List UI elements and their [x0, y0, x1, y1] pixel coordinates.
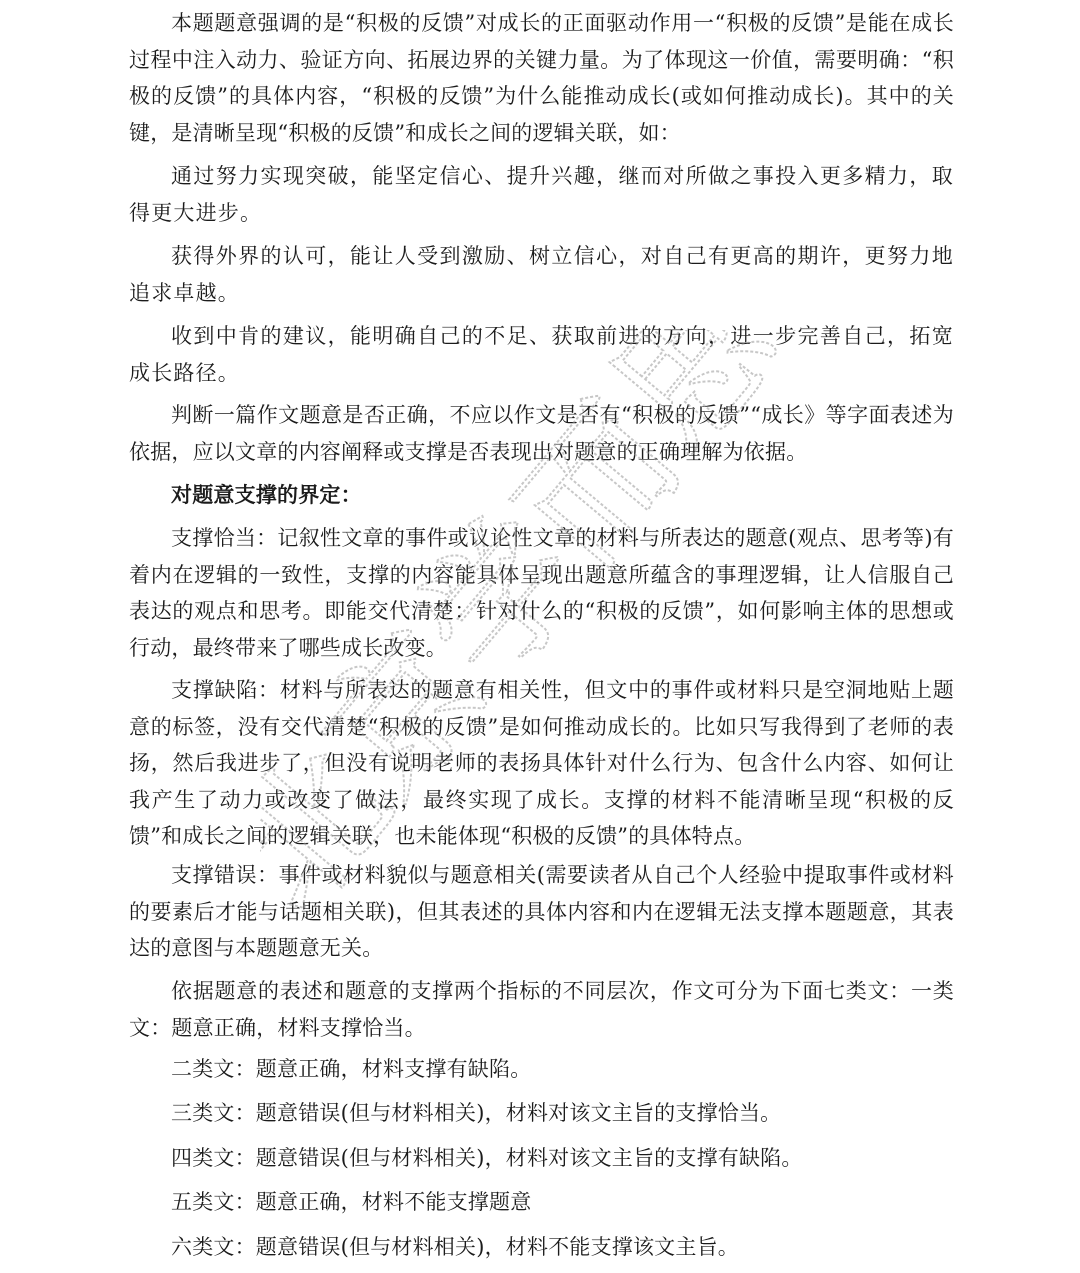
watermark-text: 北京学而思教育 — [260, 330, 900, 944]
paragraph-support-defect: 支撑缺陷：材料与所表达的题意有相关性，但文中的事件或材料只是空洞地贴上题意的标签，没有交代清楚“积极的反馈”是如何推动成长的。比如只写我得到了老师的表扬，然后我进步了，但没有说明老师的表扬具体针对什么行为、包含什么内容、如何让我产生了动力或改变了做法，最终实现了成长。支撑的材料不能清晰呈现“积极的反馈”和成长之间的逻辑关联，也未能体现“积极的反馈”的具体特点。 — [129, 678, 954, 848]
paragraph-support-wrong: 支撑错误：事件或材料貌似与题意相关(需要读者从自己个人经验中提取事件或材料的要素后才能与话题相关联)，但其表述的具体内容和内在逻辑无法支撑本题题意，其表达的意图与本题题意无关。 — [129, 863, 954, 960]
category-6: 六类文：题意错误(但与材料相关)，材料不能支撑该文主旨。 — [171, 1235, 739, 1259]
category-5: 五类文：题意正确，材料不能支撑题意 — [171, 1190, 532, 1214]
paragraph-support-proper: 支撑恰当：记叙性文章的事件或议论性文章的材料与所表达的题意(观点、思考等)有着内在逻辑的一致性，支撑的内容能具体呈现出题意所蕴含的事理逻辑，让人信服自己表达的观点和思考。即能交代清楚：针对什么的“积极的反馈”，如何影响主体的思想或行动，最终带来了哪些成长改变。 — [129, 526, 954, 660]
category-3: 三类文：题意错误(但与材料相关)，材料对该文主旨的支撑恰当。 — [171, 1101, 782, 1125]
paragraph-example-3: 收到中肯的建议，能明确自己的不足、获取前进的方向，进一步完善自己，拓宽成长路径。 — [129, 324, 954, 385]
paragraph-categories: 依据题意的表述和题意的支撑两个指标的不同层次，作文可分为下面七类文：一类文：题意正确，材料支撑恰当。 — [129, 979, 954, 1040]
paragraph-intro: 本题题意强调的是“积极的反馈”对成长的正面驱动作用一“积极的反馈”是能在成长过程中注入动力、验证方向、拓展边界的关键力量。为了体现这一价值，需要明确：“积极的反馈”的具体内容，“积极的反馈”为什么能推动成长(或如何推动成长)。其中的关键，是清晰呈现“积极的反馈”和成长之间的逻辑关联，如： — [129, 11, 954, 145]
paragraph-example-2: 获得外界的认可，能让人受到激励、树立信心，对自己有更高的期许，更努力地追求卓越。 — [129, 244, 954, 305]
category-4: 四类文：题意错误(但与材料相关)，材料对该文主旨的支撑有缺陷。 — [171, 1146, 803, 1170]
paragraph-example-1: 通过努力实现突破，能坚定信心、提升兴趣，继而对所做之事投入更多精力，取得更大进步。 — [129, 164, 954, 225]
paragraph-judgement: 判断一篇作文题意是否正确，不应以作文是否有“积极的反馈”“成长》等字面表述为依据，应以文章的内容阐释或支撑是否表现出对题意的正确理解为依据。 — [129, 403, 954, 464]
category-2: 二类文：题意正确，材料支撑有缺陷。 — [171, 1057, 532, 1081]
section-heading: 对题意支撑的界定： — [171, 483, 362, 507]
